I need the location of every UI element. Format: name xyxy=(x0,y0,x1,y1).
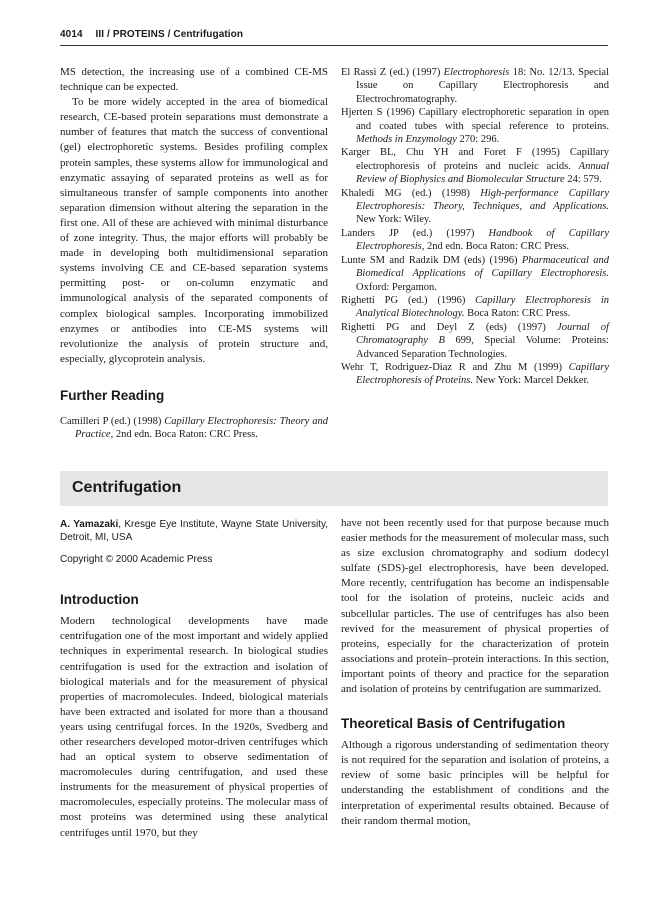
author-name: A. Yamazaki xyxy=(60,519,119,530)
reference-item: Wehr T, Rodriguez-Diaz R and Zhu M (1999) Capillary Electrophoresis of Proteins. New York: Marcel Dekker. xyxy=(341,361,609,387)
author-affiliation: A. Yamazaki, Kresge Eye Institute, Wayne State University, Detroit, MI, USA xyxy=(60,519,328,544)
bottom-right-column xyxy=(341,516,609,829)
header-rule xyxy=(60,45,608,46)
running-header xyxy=(60,29,608,40)
top-left-column xyxy=(60,65,328,442)
running-title: III / PROTEINS / Centrifugation xyxy=(95,29,244,40)
paragraph: have not been recently used for that purpose because much easier methods for the measurement of molecular mass, such as size exclusion chromatography and sodium dodecyl sulfate (SDS)-gel electrophoresis, have been developed. More recently, centrifugation has become an indispensable tool for the isolation of proteins, nucleic acids and subcellular particles. The use of centrifuges has also been revived for the measurement of physical properties of proteins, especially for the characterization of protein associations and protein–protein interactions. In this section, important points of theory and practice for the separation and isolation of proteins by centrifugation are summarized. xyxy=(341,517,609,696)
paragraph: MS detection, the increasing use of a combined CE-MS technique can be expected. xyxy=(60,66,328,94)
bottom-left-column xyxy=(60,518,328,841)
paragraph: Although a rigorous understanding of sedimentation theory is not required for the separation and isolation of proteins, a review of some basic principles will be helpful for understanding the establishment of conditions and the interpretation of experimental results obtained. Because of their random thermal motion, xyxy=(341,739,609,827)
reference-list xyxy=(341,66,609,388)
top-right-column xyxy=(341,66,609,388)
reference-item: Righetti PG and Deyl Z (eds) (1997) Journal of Chromatography B 699, Special Volume: Proteins: Advanced Separation Technologies. xyxy=(341,321,609,360)
paragraph: To be more widely accepted in the area of biomedical research, CE-based protein separations must demonstrate a number of features that match the success of conventional (gel) electrophoretic systems. Besides profiling complex protein samples, these systems allow for immunological and enzymatic assaying of separated proteins as well as for simultaneous transfer of sample components into another separation dimension without altering the separation in the first one. All of these are achieved with minimal disturbance of zone integrity. Thus, the major efforts will probably be made in developing both multidimensional separation systems involving CE and CE-based separation systems permitting post- or on-column enzymatic and immunological analysis of the separated components of complex biological samples. Incorporating immobilized enzymes or antibodies into CE-MS systems will revolutionize the analysis of protein structure and, especially, glycoprotein analysis. xyxy=(60,96,328,365)
page-number: 4014 xyxy=(60,29,83,40)
paragraph: Modern technological developments have made centrifugation one of the most important and widely applied techniques in experimental research. In biological studies centrifugation is used for the extraction and isolation of biological materials and for the measurement of physical properties of macromolecules. Indeed, biological materials have been extracted and isolated for more than a thousand years using centrifugal forces. In the 1920s, Svedberg and other researchers developed motor-driven centrifuges which had an optical system to observe sedimentation of macromolecules during centrifugation, and used these instruments for the measurement of physical properties of macromolecules, especially proteins. The molecular mass of most proteins was determined using these analytical centrifuges until 1970, but they xyxy=(60,615,328,839)
reference-item: Camilleri P (ed.) (1998) Capillary Electrophoresis: Theory and Practice, 2nd edn. Boca Raton: CRC Press. xyxy=(60,415,328,441)
reference-item: Hjerten S (1996) Capillary electrophoretic separation in open and coated tubes with special reference to proteins. Methods in Enzymology 270: 296. xyxy=(341,107,609,146)
introduction-heading: Introduction xyxy=(60,592,139,608)
article-title-banner xyxy=(60,471,608,506)
reference-item: Landers JP (ed.) (1997) Handbook of Capillary Electrophoresis, 2nd edn. Boca Raton: CRC Press. xyxy=(341,227,609,253)
reference-item: Khaledi MG (ed.) (1998) High-performance Capillary Electrophoresis: Theory, Techniques, and Applications. New York: Wiley. xyxy=(341,187,610,226)
reference-item: Karger BL, Chu YH and Foret F (1995) Capillary electrophoresis of proteins and nucleic acids. Annual Review of Biophysics and Biomolecular Structure 24: 579. xyxy=(341,147,609,186)
copyright: Copyright © 2000 Academic Press xyxy=(60,553,213,565)
reference-item: El Rassi Z (ed.) (1997) Electrophoresis 18: No. 12/13. Special Issue on Capillary Electrophoresis and Electrochromatography. xyxy=(341,67,609,105)
further-reading-heading: Further Reading xyxy=(60,387,165,403)
article-title: Centrifugation xyxy=(72,479,182,496)
reference-item: Lunte SM and Radzik DM (eds) (1996) Pharmaceutical and Biomedical Applications of Capillary Electrophoresis. Oxford: Pergamon. xyxy=(341,254,609,293)
reference-item: Righetti PG (ed.) (1996) Capillary Electrophoresis in Analytical Biotechnology. Boca Raton: CRC Press. xyxy=(341,294,609,320)
theory-heading: Theoretical Basis of Centrifugation xyxy=(341,716,566,732)
